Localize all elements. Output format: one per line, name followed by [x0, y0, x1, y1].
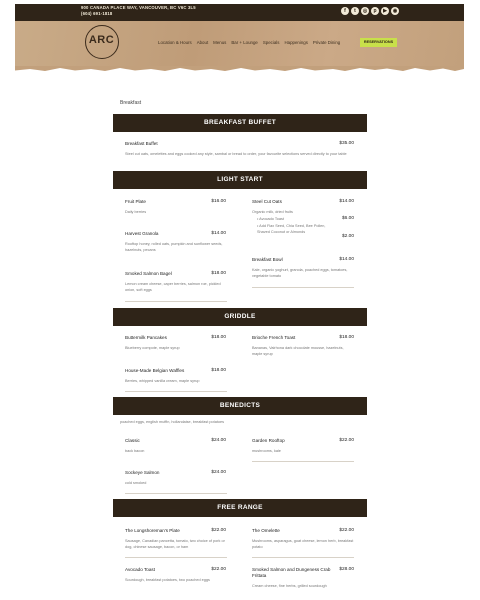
instagram-icon[interactable]: ◎ [362, 8, 368, 14]
nav-happenings[interactable]: Happenings [284, 40, 308, 45]
menu-item-desc: Blueberry compote, maple syrup [125, 346, 180, 350]
menu-item-desc: Organic milk, dried fruits [252, 210, 293, 214]
nav-about[interactable]: About [196, 40, 209, 45]
menu-item-name: House-Made Belgian Waffles [125, 368, 185, 373]
menu-item-price: $18.00 [339, 335, 354, 340]
menu-item-price: $22.00 [211, 528, 226, 533]
page-breadcrumb: Breakfast [120, 100, 142, 106]
menu-item-name: Fruit Plate [125, 199, 146, 204]
menu-item-name: Breakfast Buffet [125, 141, 158, 146]
menu-item-desc: Sausage, Canadian pancetta, tomato, two choice of pork or dog, chinese sausage, bacon, or ham [125, 539, 225, 549]
menu-item-price: $24.00 [211, 438, 226, 443]
menu-item-desc: Kale, organic yoghurt, granola, poached eggs, tomatoes, vegetable tomato [252, 268, 348, 278]
phone-number[interactable]: (604) 691-1818 [81, 10, 113, 16]
menu-item-price: $22.00 [211, 567, 226, 572]
divider [125, 493, 227, 494]
divider [125, 391, 227, 392]
nav-location-hours[interactable]: Location & Hours [158, 40, 192, 45]
menu-item-name: The Omelette [252, 528, 280, 533]
section-header-benedicts: BENEDICTS [113, 397, 367, 415]
menu-item-name: Breakfast Bowl [252, 257, 283, 262]
section-header-griddle: GRIDDLE [113, 308, 367, 326]
twitter-icon[interactable]: t [351, 7, 359, 15]
divider [125, 301, 227, 302]
menu-item-name: Harvest Granola [125, 231, 159, 236]
menu-item-desc: Berries, whipped vanilla cream, maple syrup [125, 379, 200, 383]
menu-item-desc: Steel cut oats, omelettes and eggs cooked any style, sambal or bread to order, your favourite selections served directly to your table [125, 152, 347, 156]
arc-logo[interactable] [85, 25, 119, 59]
menu-item-desc: back bacon [125, 449, 145, 453]
section-header-free-range: FREE RANGE [113, 499, 367, 517]
menu-item-price: $28.00 [339, 567, 354, 572]
menu-item-desc: Daily berries [125, 210, 147, 214]
menu-item-name: Classic [125, 438, 140, 443]
menu-item-price: $22.00 [339, 438, 354, 443]
top-info-bar [15, 4, 464, 21]
torn-paper-edge [15, 66, 464, 72]
nav-private-dining[interactable]: Private Dining [312, 40, 341, 45]
site-header [15, 21, 464, 68]
divider [252, 461, 354, 462]
menu-item-price: $14.00 [339, 257, 354, 262]
menu-item-name: Steel Cut Oats [252, 199, 282, 204]
divider [252, 287, 354, 288]
menu-item-name: Sockeye Salmon [125, 470, 160, 475]
youtube-icon[interactable]: ▶ [381, 7, 389, 15]
section-header-buffet: BREAKFAST BUFFET [113, 114, 367, 132]
addon-price: $2.00 [341, 234, 354, 239]
menu-item-desc: cold smoked [125, 481, 147, 485]
menu-item-name: The Longshoreman's Plate [125, 528, 180, 533]
menu-item-name: Brioche French Toast [252, 335, 296, 340]
divider [252, 557, 354, 558]
pinterest-icon[interactable]: p [371, 7, 379, 15]
section-intro: poached eggs, english muffin, hollandaise, breakfast potatoes [120, 420, 224, 424]
address [81, 5, 196, 16]
menu-item-price: $18.00 [211, 271, 226, 276]
menu-item-name: Buttermilk Pancakes [125, 335, 167, 340]
menu-item-price: $22.00 [339, 528, 354, 533]
menu-item-price: $18.00 [211, 335, 226, 340]
addon-price: $6.00 [341, 216, 354, 221]
menu-item-price: $24.00 [211, 470, 226, 475]
menu-item-price: $16.00 [211, 199, 226, 204]
menu-item-name: Smoked Salmon Bagel [125, 271, 172, 276]
menu-item-name: Avocado Toast [125, 567, 155, 572]
menu-item-price: $35.00 [339, 141, 354, 146]
nav-bar-lounge[interactable]: Bar + Lounge [231, 40, 258, 45]
menu-item-desc: Bananas, Valrhona dark chocolate mousse, hazelnuts, maple syrup [252, 346, 344, 356]
section-header-light-start: LIGHT START [113, 171, 367, 189]
menu-item-desc: Rooftop honey, rolled oats, pumpkin and sunflower seeds, hazelnuts, pecans [125, 242, 223, 252]
divider [125, 557, 227, 558]
menu-item-desc: Mushrooms, asparagus, goat cheese, lemon herb, breakfast potato [252, 539, 354, 549]
menu-item-desc: Sourdough, breakfast potatoes, two poached eggs [125, 578, 210, 582]
addon-label: • Avocado Toast [257, 217, 284, 221]
menu-item-price: $18.00 [211, 368, 226, 373]
nav-specials[interactable]: Specials [262, 40, 280, 45]
tripadvisor-icon[interactable]: ◉ [392, 8, 398, 14]
menu-item-desc: mushrooms, kale [252, 449, 281, 453]
reservations-button[interactable]: RESERVATIONS [360, 38, 397, 47]
menu-item-price: $14.00 [339, 199, 354, 204]
addon-label: • Add Flax Seed, Chia Seed, Bee Pollen, Shaved Coconut or Almonds [257, 224, 326, 234]
menu-item-name: Garden Rooftop [252, 438, 285, 443]
menu-item-name: Smoked Salmon and Dungeness Crab Frittata [252, 567, 331, 578]
address-line: 900 CANADA PLACE WAY, VANCOUVER, BC V6C 3L5 [81, 5, 196, 10]
nav-menus[interactable]: Menus [213, 40, 227, 45]
menu-item-desc: Lemon cream cheese, caper berries, salmon roe, pickled onion, soft eggs [125, 282, 221, 292]
logo-text: ARC [88, 34, 115, 46]
facebook-icon[interactable]: f [341, 7, 349, 15]
social-links [341, 7, 399, 15]
menu-item-price: $14.00 [211, 231, 226, 236]
main-nav [158, 40, 340, 45]
menu-item-desc: Cream cheese, fine herbs, grilled sourdough [252, 584, 327, 588]
